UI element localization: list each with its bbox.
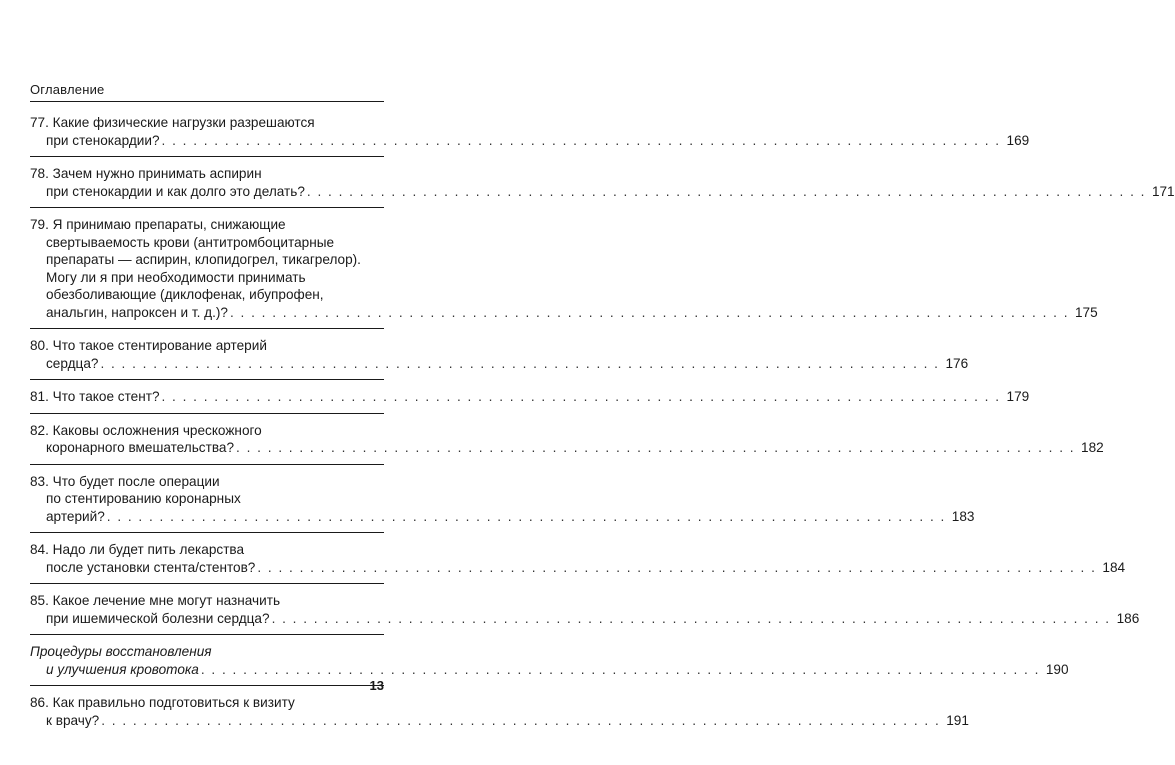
toc-entry[interactable]	[30, 216, 1098, 321]
entry-text-line: 78. Зачем нужно принимать аспирин	[30, 166, 262, 181]
table-of-contents	[30, 114, 1175, 729]
dot-leader: . . . . . . . . . . . . . . . . . . . . . . . . . . . . . . . . . . . . . . . . . . . . . . . . . . . . . . . . . . . . . . . . . . . . . . . . . . . . . . . .	[229, 304, 1069, 320]
page-number: 13	[369, 678, 384, 693]
entry-divider	[30, 413, 384, 414]
entry-last-line	[30, 610, 1140, 628]
entry-divider	[30, 207, 384, 208]
dot-leader: . . . . . . . . . . . . . . . . . . . . . . . . . . . . . . . . . . . . . . . . . . . . . . . . . . . . . . . . . . . . . . . . . . . . . . . . . . . . . . . .	[161, 389, 1001, 404]
dot-leader: . . . . . . . . . . . . . . . . . . . . . . . . . . . . . . . . . . . . . . . . . . . . . . . . . . . . . . . . . . . . . . . . . . . . . . . . . . . . . . . .	[306, 183, 1146, 199]
entry-page-number: 175	[1075, 304, 1098, 320]
entry-divider	[30, 328, 384, 329]
toc-entry[interactable]	[30, 541, 1126, 576]
entry-text-line: при стенокардии?	[46, 132, 160, 148]
toc-entry[interactable]	[30, 694, 969, 729]
entry-text-line: артерий?	[46, 508, 105, 524]
entry-text-line: 85. Какое лечение мне могут назначить	[30, 593, 281, 608]
entry-page-number: 176	[945, 355, 969, 371]
dot-leader: . . . . . . . . . . . . . . . . . . . . . . . . . . . . . . . . . . . . . . . . . . . . . . . . . . . . . . . . . . . . . . . . . . . . . . . . . . . . . . . .	[100, 355, 940, 371]
entry-last-line	[30, 661, 1069, 679]
entry-last-line	[30, 388, 1030, 406]
entry-text-line: 77. Какие физические нагрузки разрешаются	[30, 115, 315, 130]
running-head: Оглавление	[30, 82, 105, 97]
toc-entry[interactable]	[30, 422, 1104, 457]
entry-text-line: 81. Что такое стент?	[30, 389, 160, 404]
entry-text-line: после установки стента/стентов?	[46, 559, 256, 575]
entry-divider	[30, 532, 384, 533]
entry-text-line: и улучшения кровотока	[46, 661, 199, 677]
entry-divider	[30, 379, 384, 380]
entry-text-line: к врачу?	[46, 712, 100, 728]
entry-last-line	[30, 439, 1104, 457]
entry-text-line: 80. Что такое стентирование артерий	[30, 338, 267, 353]
header-rule	[30, 101, 384, 102]
toc-entry[interactable]	[30, 388, 1030, 406]
entry-text-line: Могу ли я при необходимости принимать	[46, 269, 306, 285]
entry-text-line: Процедуры восстановления	[30, 644, 212, 659]
entry-last-line	[30, 304, 1098, 322]
entry-page-number: 169	[1006, 132, 1030, 148]
entry-last-line	[30, 559, 1126, 577]
entry-last-line	[30, 508, 975, 526]
toc-entry[interactable]	[30, 473, 975, 526]
entry-text-line: 79. Я принимаю препараты, снижающие	[30, 217, 286, 232]
dot-leader: . . . . . . . . . . . . . . . . . . . . . . . . . . . . . . . . . . . . . . . . . . . . . . . . . . . . . . . . . . . . . . . . . . . . . . . . . . . . . . . .	[271, 610, 1111, 626]
entry-text-line: 83. Что будет после операции	[30, 473, 220, 489]
entry-divider	[30, 583, 384, 584]
entry-last-line	[30, 132, 1030, 150]
entry-text-line: коронарного вмешательства?	[46, 440, 235, 455]
toc-entry[interactable]	[30, 114, 1030, 149]
entry-text-line: при стенокардии и как долго это делать?	[46, 183, 305, 199]
entry-text-line: по стентированию коронарных	[46, 491, 241, 506]
dot-leader: . . . . . . . . . . . . . . . . . . . . . . . . . . . . . . . . . . . . . . . . . . . . . . . . . . . . . . . . . . . . . . . . . . . . . . . . . . . . . . . .	[200, 661, 1040, 677]
entry-page-number: 183	[951, 508, 975, 524]
toc-entry[interactable]	[30, 592, 1140, 627]
entry-text-line: свертываемость крови (антитромбоцитарные	[46, 234, 335, 250]
dot-leader: . . . . . . . . . . . . . . . . . . . . . . . . . . . . . . . . . . . . . . . . . . . . . . . . . . . . . . . . . . . . . . . . . . . . . . . . . . . . . . . .	[257, 559, 1097, 575]
entry-text-line: сердца?	[46, 355, 99, 371]
entry-text-line: при ишемической болезни сердца?	[46, 610, 270, 626]
entry-text-line: обезболивающие (диклофенак, ибупрофен,	[46, 287, 324, 302]
entry-last-line	[30, 712, 969, 730]
entry-page-number: 191	[946, 712, 969, 728]
entry-page-number: 186	[1116, 610, 1140, 626]
entry-divider	[30, 156, 384, 157]
dot-leader: . . . . . . . . . . . . . . . . . . . . . . . . . . . . . . . . . . . . . . . . . . . . . . . . . . . . . . . . . . . . . . . . . . . . . . . . . . . . . . . .	[106, 508, 946, 524]
toc-entry[interactable]	[30, 165, 1175, 200]
toc-section-heading[interactable]	[30, 643, 1069, 678]
entry-last-line	[30, 183, 1175, 201]
entry-last-line	[30, 355, 969, 373]
entry-divider	[30, 464, 384, 465]
entry-page-number: 184	[1102, 559, 1126, 575]
dot-leader: . . . . . . . . . . . . . . . . . . . . . . . . . . . . . . . . . . . . . . . . . . . . . . . . . . . . . . . . . . . . . . . . . . . . . . . . . . . . . . . .	[101, 712, 941, 728]
entry-page-number: 171	[1151, 183, 1175, 199]
toc-entry[interactable]	[30, 337, 969, 372]
entry-divider	[30, 634, 384, 635]
entry-text-line: 82. Каковы осложнения чрескожного	[30, 422, 262, 438]
entry-text-line: 84. Надо ли будет пить лекарства	[30, 542, 245, 557]
entry-text-line: препараты — аспирин, клопидогрел, тикагрелор).	[46, 252, 361, 267]
entry-page-number: 182	[1081, 440, 1104, 455]
dot-leader: . . . . . . . . . . . . . . . . . . . . . . . . . . . . . . . . . . . . . . . . . . . . . . . . . . . . . . . . . . . . . . . . . . . . . . . . . . . . . . . .	[236, 440, 1076, 455]
entry-text-line: 86. Как правильно подготовиться к визиту	[30, 695, 295, 710]
entry-page-number: 190	[1045, 661, 1069, 677]
dot-leader: . . . . . . . . . . . . . . . . . . . . . . . . . . . . . . . . . . . . . . . . . . . . . . . . . . . . . . . . . . . . . . . . . . . . . . . . . . . . . . . .	[161, 132, 1001, 148]
entry-page-number: 179	[1006, 389, 1030, 404]
entry-text-line: анальгин, напроксен и т. д.)?	[46, 304, 228, 320]
entry-divider	[30, 685, 384, 686]
